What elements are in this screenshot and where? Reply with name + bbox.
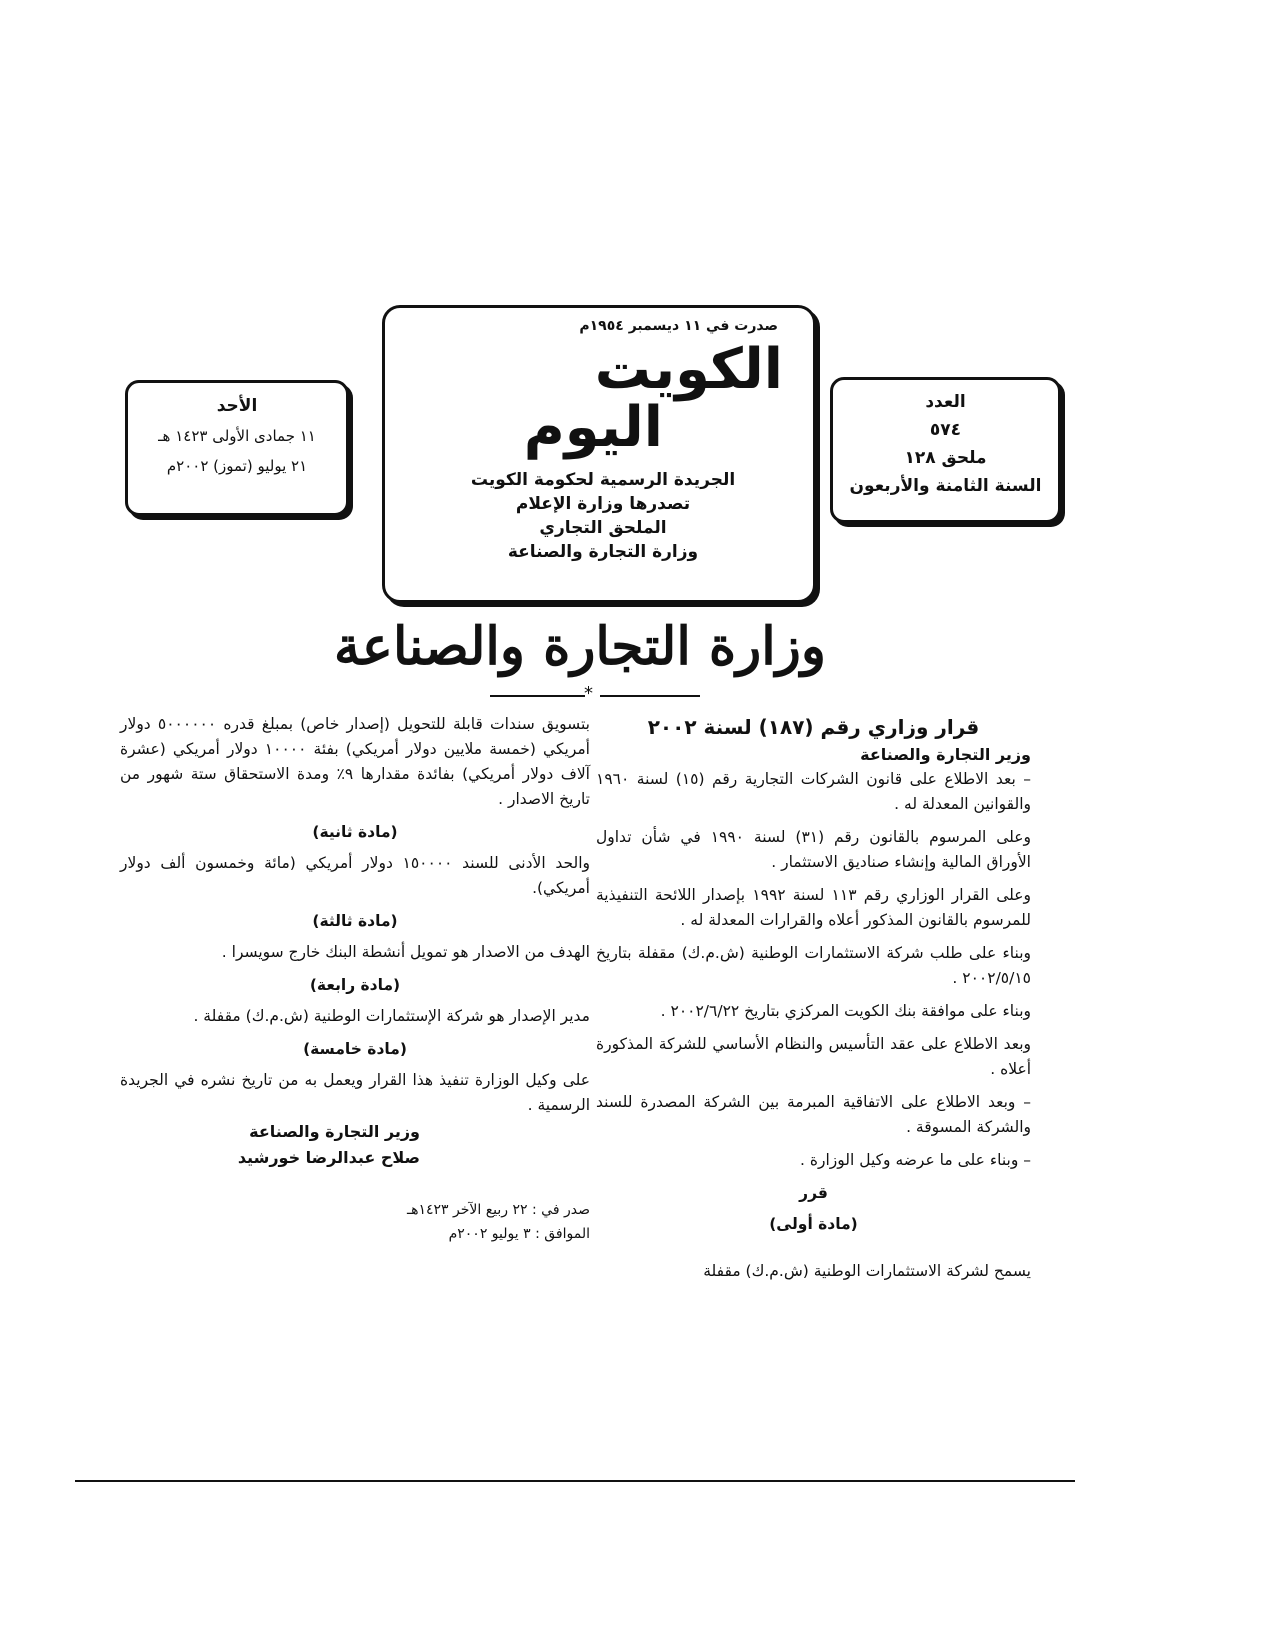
signature-name: صلاح عبدالرضا خورشيد xyxy=(237,1148,420,1167)
preamble-paragraph: – وبعد الاطلاع على الاتفاقية المبرمة بين الشركة المصدرة للسند والشركة المسوقة . xyxy=(596,1093,1031,1136)
article4-heading: (مادة رابعة) xyxy=(309,976,401,994)
decision-column-left xyxy=(120,712,590,1126)
article1-heading: (مادة أولى) xyxy=(769,1215,858,1233)
heading-divider-left xyxy=(490,695,585,697)
article1-start: يسمح لشركة الاستثمارات الوطنية (ش.م.ك) مقفلة xyxy=(703,1262,1031,1280)
star-ornament: * xyxy=(584,683,593,704)
hijri-date: ١١ جمادى الأولى ١٤٢٣ هـ xyxy=(158,427,316,445)
preamble-paragraph: وبعد الاطلاع على عقد التأسيس والنظام الأساسي للشركة المذكورة أعلاه . xyxy=(596,1035,1031,1078)
decision-column-right xyxy=(596,712,1031,1292)
preamble-paragraph: وبناء على موافقة بنك الكويت المركزي بتاريخ ٢٠٠٢/٦/٢٢ . xyxy=(660,1002,1031,1020)
decision-title: قرار وزاري رقم (١٨٧) لسنة ٢٠٠٢ xyxy=(647,715,980,739)
masthead-title-line2: اليوم xyxy=(523,395,663,460)
signature-title: وزير التجارة والصناعة xyxy=(249,1122,420,1141)
gregorian-date: ٢١ يوليو (تموز) ٢٠٠٢م xyxy=(166,457,308,475)
issue-label: العدد xyxy=(925,392,966,412)
article2-text: والحد الأدنى للسند ١٥٠٠٠٠ دولار أمريكي (مائة وخمسون ألف دولار أمريكي). xyxy=(120,854,590,897)
masthead-title-line1: الكويت xyxy=(594,337,783,402)
issue-number: ٥٧٤ xyxy=(929,420,962,440)
masthead xyxy=(382,305,816,603)
ministry-heading: وزارة التجارة والصناعة xyxy=(334,616,826,677)
article2-heading: (مادة ثانية) xyxy=(312,823,398,841)
supplement-number: ملحق ١٢٨ xyxy=(904,448,987,468)
publication-year: السنة الثامنة والأربعون xyxy=(849,476,1042,496)
issued-hijri-date: صدر في : ٢٢ ربيع الآخر ١٤٢٣هـ xyxy=(407,1202,590,1218)
date-info-box xyxy=(125,380,349,516)
footer-rule xyxy=(75,1480,1075,1482)
masthead-line: وزارة التجارة والصناعة xyxy=(507,542,699,562)
article3-text: الهدف من الاصدار هو تمويل أنشطة البنك خارج سويسرا . xyxy=(221,943,590,961)
masthead-founded: صدرت في ١١ ديسمبر ١٩٥٤م xyxy=(579,318,778,334)
issue-info-box xyxy=(830,377,1061,523)
decision-issuer: وزير التجارة والصناعة xyxy=(860,745,1031,764)
preamble-paragraph: وبناء على طلب شركة الاستثمارات الوطنية (ش.م.ك) مقفلة بتاريخ ٢٠٠٢/٥/١٥ . xyxy=(596,944,1031,987)
article4-text: مدير الإصدار هو شركة الإستثمارات الوطنية (ش.م.ك) مقفلة . xyxy=(193,1007,590,1025)
decided-heading: قرر xyxy=(799,1184,828,1202)
masthead-line: تصدرها وزارة الإعلام xyxy=(515,494,691,514)
article3-heading: (مادة ثالثة) xyxy=(312,912,398,930)
preamble-paragraph: – وبناء على ما عرضه وكيل الوزارة . xyxy=(800,1151,1031,1169)
weekday: الأحد xyxy=(216,396,258,416)
preamble-paragraph: وعلى المرسوم بالقانون رقم (٣١) لسنة ١٩٩٠ في شأن تداول الأوراق المالية وإنشاء صناديق الاستثمار . xyxy=(596,828,1031,871)
preamble-paragraph: – بعد الاطلاع على قانون الشركات التجارية رقم (١٥) لسنة ١٩٦٠ والقوانين المعدلة له . xyxy=(596,770,1031,813)
article5-text: على وكيل الوزارة تنفيذ هذا القرار ويعمل به من تاريخ نشره في الجريدة الرسمية . xyxy=(120,1071,590,1114)
issued-gregorian-date: الموافق : ٣ يوليو ٢٠٠٢م xyxy=(448,1226,590,1242)
masthead-subtitle-block xyxy=(423,468,783,564)
preamble-paragraph: وعلى القرار الوزاري رقم ١١٣ لسنة ١٩٩٢ بإصدار اللائحة التنفيذية للمرسوم بالقانون المذكور أعلاه والقرارات المعدلة له . xyxy=(596,886,1031,929)
article1-continuation: بتسويق سندات قابلة للتحويل (إصدار خاص) بمبلغ قدره ٥٠٠٠٠٠٠ دولار أمريكي (خمسة ملايين دولار أمريكي) بفئة ١٠٠٠٠ دولار أمريكي (عشرة آلاف دولار أمريكي) بفائدة مقدارها ٩٪ ومدة الاستحقاق ستة شهور من تاريخ الاصدار . xyxy=(120,715,590,808)
article5-heading: (مادة خامسة) xyxy=(303,1040,407,1058)
heading-divider-right xyxy=(600,695,700,697)
masthead-line: الملحق التجاري xyxy=(539,518,667,538)
masthead-line: الجريدة الرسمية لحكومة الكويت xyxy=(470,470,736,490)
